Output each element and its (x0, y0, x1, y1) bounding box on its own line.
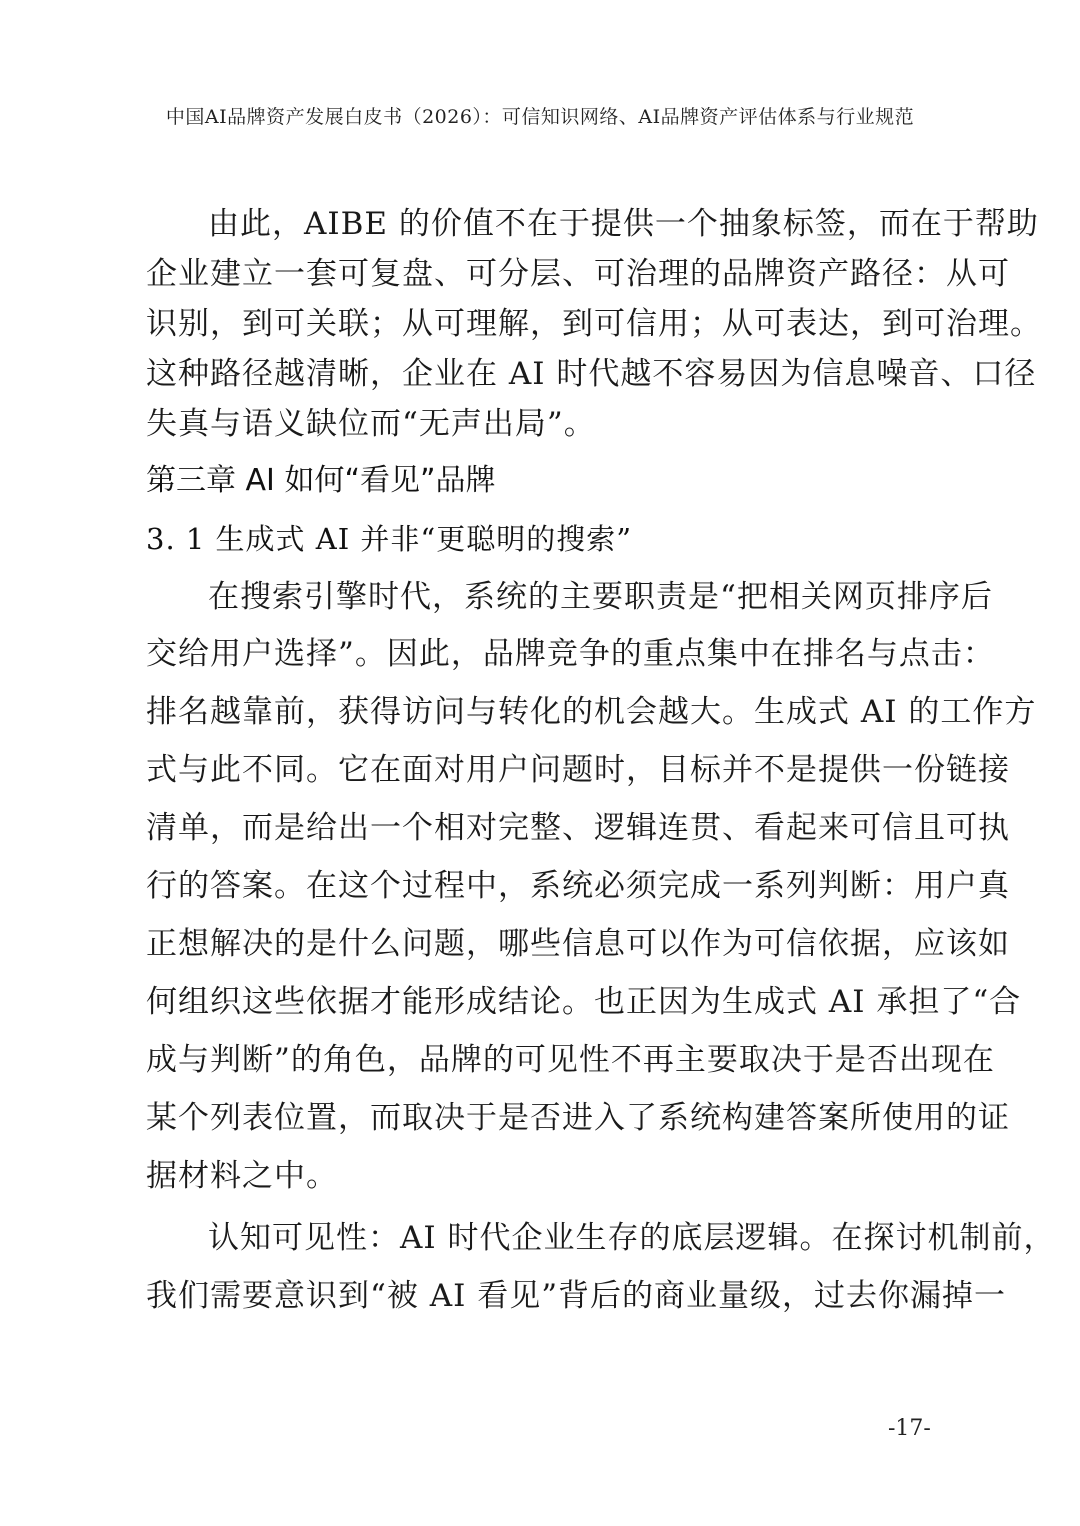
paragraph-line: 在搜索引擎时代，系统的主要职责是“把相关网页排序后 (208, 579, 993, 615)
paragraph-line: 交给用户选择”。因此，品牌竞争的重点集中在排名与点击： (146, 636, 995, 672)
chapter-title: 第三章 AI 如何“看见”品牌 (146, 463, 496, 498)
page-number: -17- (888, 1416, 931, 1441)
paragraph-line: 我们需要意识到“被 AI 看见”背后的商业量级，过去你漏掉一 (146, 1278, 1007, 1314)
paragraph-line: 由此，AIBE 的价值不在于提供一个抽象标签，而在于帮助 (208, 206, 1039, 242)
paragraph-line: 清单，而是给出一个相对完整、逻辑连贯、看起来可信且可执 (146, 810, 1010, 846)
section-title: 3. 1 生成式 AI 并非“更聪明的搜索” (146, 522, 633, 556)
paragraph-line: 某个列表位置，而取决于是否进入了系统构建答案所使用的证 (146, 1100, 1010, 1136)
paragraph-line: 排名越靠前，获得访问与转化的机会越大。生成式 AI 的工作方 (146, 694, 1037, 730)
paragraph-line: 成与判断”的角色，品牌的可见性不再主要取决于是否出现在 (146, 1042, 995, 1078)
paragraph-line: 认知可见性：AI 时代企业生存的底层逻辑。在探讨机制前， (208, 1220, 1056, 1256)
paragraph-line: 企业建立一套可复盘、可分层、可治理的品牌资产路径：从可 (146, 256, 1010, 292)
paragraph-line: 这种路径越清晰，企业在 AI 时代越不容易因为信息噪音、口径 (146, 356, 1037, 392)
paragraph-line: 识别，到可关联；从可理解，到可信用；从可表达，到可治理。 (146, 306, 1042, 342)
paragraph-line: 失真与语义缺位而“无声出局”。 (146, 406, 596, 442)
running-header: 中国AI品牌资产发展白皮书（2026）：可信知识网络、AI品牌资产评估体系与行业规范 (165, 106, 915, 128)
paragraph-line: 式与此不同。它在面对用户问题时，目标并不是提供一份链接 (146, 752, 1010, 788)
paragraph-line: 正想解决的是什么问题，哪些信息可以作为可信依据，应该如 (146, 926, 1010, 962)
paragraph-line: 据材料之中。 (146, 1158, 338, 1194)
paragraph-line: 何组织这些依据才能形成结论。也正因为生成式 AI 承担了“合 (146, 984, 1022, 1020)
paragraph-line: 行的答案。在这个过程中，系统必须完成一系列判断：用户真 (146, 868, 1010, 904)
